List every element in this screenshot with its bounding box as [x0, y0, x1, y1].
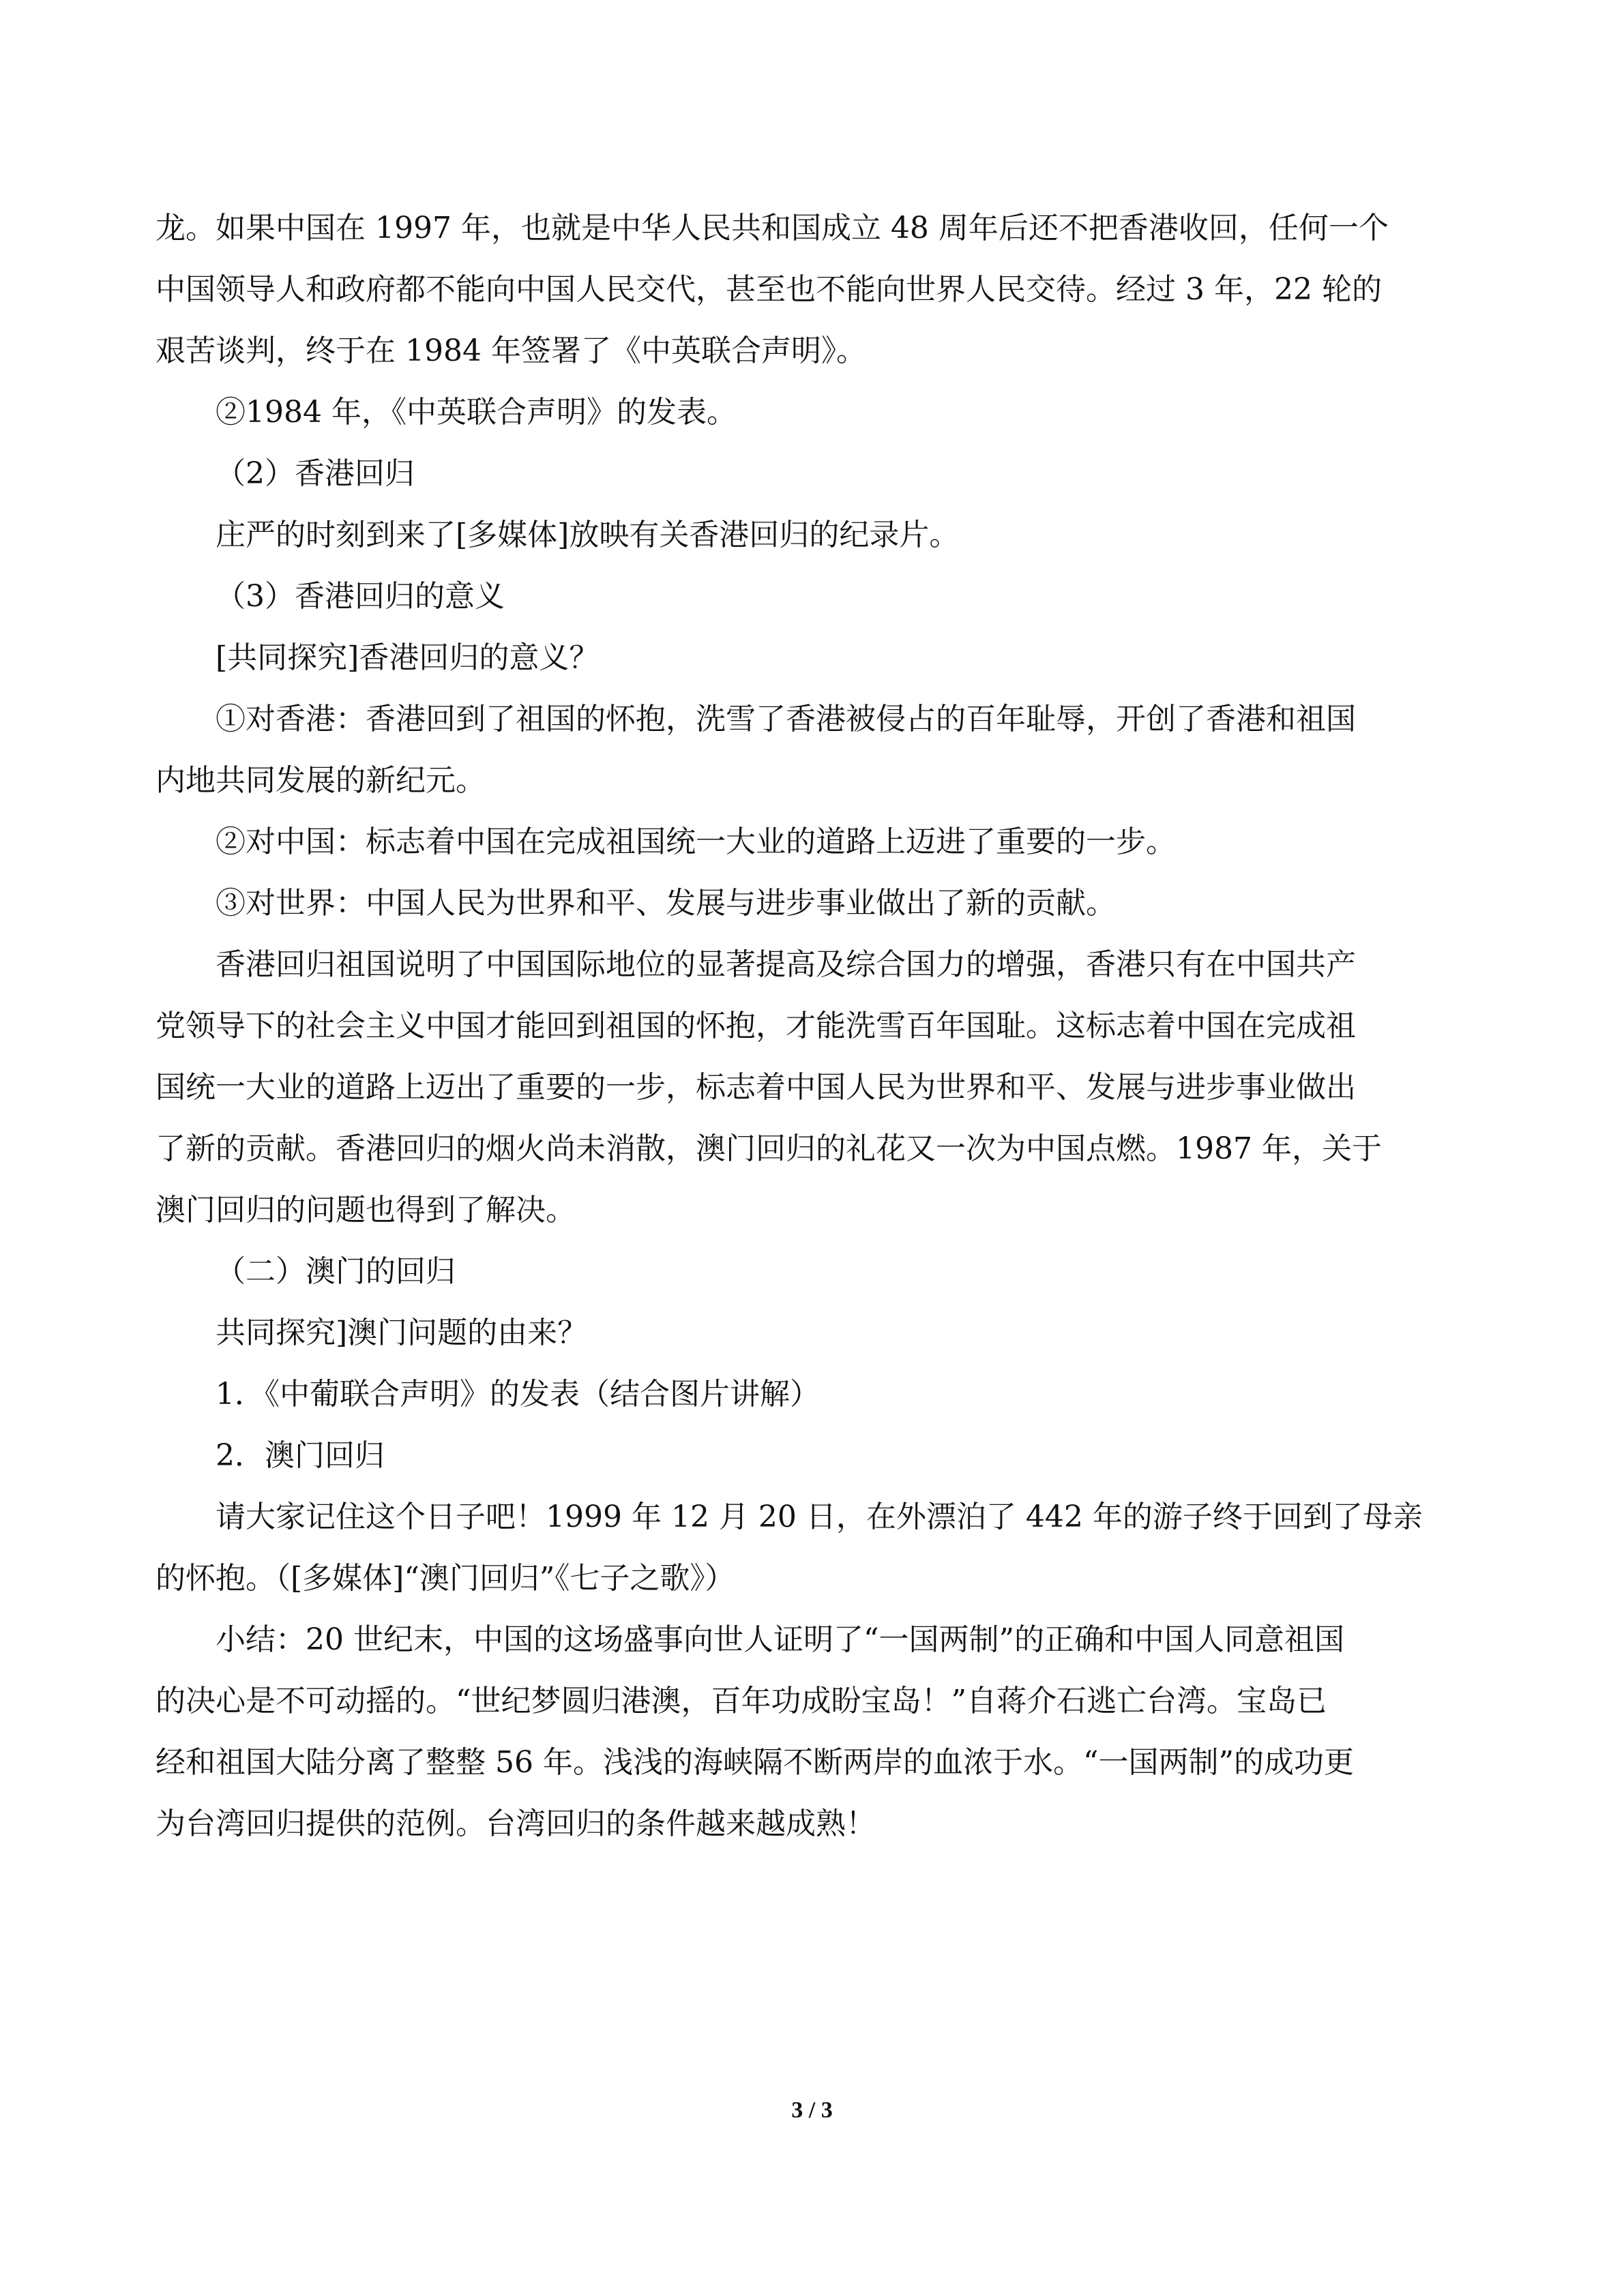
text-line: 龙。如果中国在 1997 年，也就是中华人民共和国成立 48 周年后还不把香港收回，任何一个: [156, 211, 1389, 245]
text-line: 内地共同发展的新纪元。: [156, 763, 486, 798]
text-line: 的决心是不可动摇的。“世纪梦圆归港澳，百年功成盼宝岛！”自蒋介石逃亡台湾。宝岛已: [156, 1684, 1327, 1718]
section-heading: （二）澳门的回归: [216, 1254, 456, 1289]
text-line: [共同探究]香港回归的意义？: [216, 640, 600, 675]
text-line: ②1984 年，《中英联合声明》的发表。: [216, 395, 737, 430]
text-line: 共同探究]澳门问题的由来？: [216, 1315, 588, 1350]
text-line: ③对世界：中国人民为世界和平、发展与进步事业做出了新的贡献。: [216, 886, 1116, 921]
text-line: 的怀抱。（[多媒体]“澳门回归”《七子之歌》）: [156, 1561, 735, 1596]
text-line: ①对香港：香港回到了祖国的怀抱，洗雪了香港被侵占的百年耻辱，开创了香港和祖国: [216, 702, 1356, 736]
text-line: 庄严的时刻到来了[多媒体]放映有关香港回归的纪录片。: [216, 518, 960, 552]
text-line: 国统一大业的道路上迈出了重要的一步，标志着中国人民为世界和平、发展与进步事业做出: [156, 1070, 1356, 1105]
section-heading: （3）香港回归的意义: [216, 579, 505, 614]
text-line: 党领导下的社会主义中国才能回到祖国的怀抱，才能洗雪百年国耻。这标志着中国在完成祖: [156, 1009, 1356, 1043]
document-body: [156, 198, 1472, 1855]
text-line: 为台湾回归提供的范例。台湾回归的条件越来越成熟！: [156, 1806, 876, 1841]
text-line: 小结：20 世纪末，中国的这场盛事向世人证明了“一国两制”的正确和中国人同意祖国: [216, 1622, 1344, 1657]
text-line: 了新的贡献。香港回归的烟火尚未消散，澳门回归的礼花又一次为中国点燃。1987 年，关于: [156, 1131, 1382, 1166]
text-line: ②对中国：标志着中国在完成祖国统一大业的道路上迈进了重要的一步。: [216, 824, 1176, 859]
text-line: 请大家记住这个日子吧！1999 年 12 月 20 日，在外漂泊了 442 年的游子终于回到了母亲: [216, 1500, 1423, 1534]
text-line: 中国领导人和政府都不能向中国人民交代，甚至也不能向世界人民交待。经过 3 年，22 轮的: [156, 272, 1382, 307]
text-line: 2．澳门回归: [216, 1438, 385, 1473]
text-line: 1．《中葡联合声明》的发表（结合图片讲解）: [216, 1377, 820, 1412]
text-line: 香港回归祖国说明了中国国际地位的显著提高及综合国力的增强，香港只有在中国共产: [216, 947, 1356, 982]
section-heading: （2）香港回归: [216, 456, 415, 491]
page-number: 3 / 3: [791, 2098, 833, 2123]
text-line: 经和祖国大陆分离了整整 56 年。浅浅的海峡隔不断两岸的血浓于水。“一国两制”的成功更: [156, 1745, 1354, 1780]
text-line: 艰苦谈判，终于在 1984 年签署了《中英联合声明》。: [156, 333, 866, 368]
text-line: 澳门回归的问题也得到了解决。: [156, 1193, 576, 1227]
